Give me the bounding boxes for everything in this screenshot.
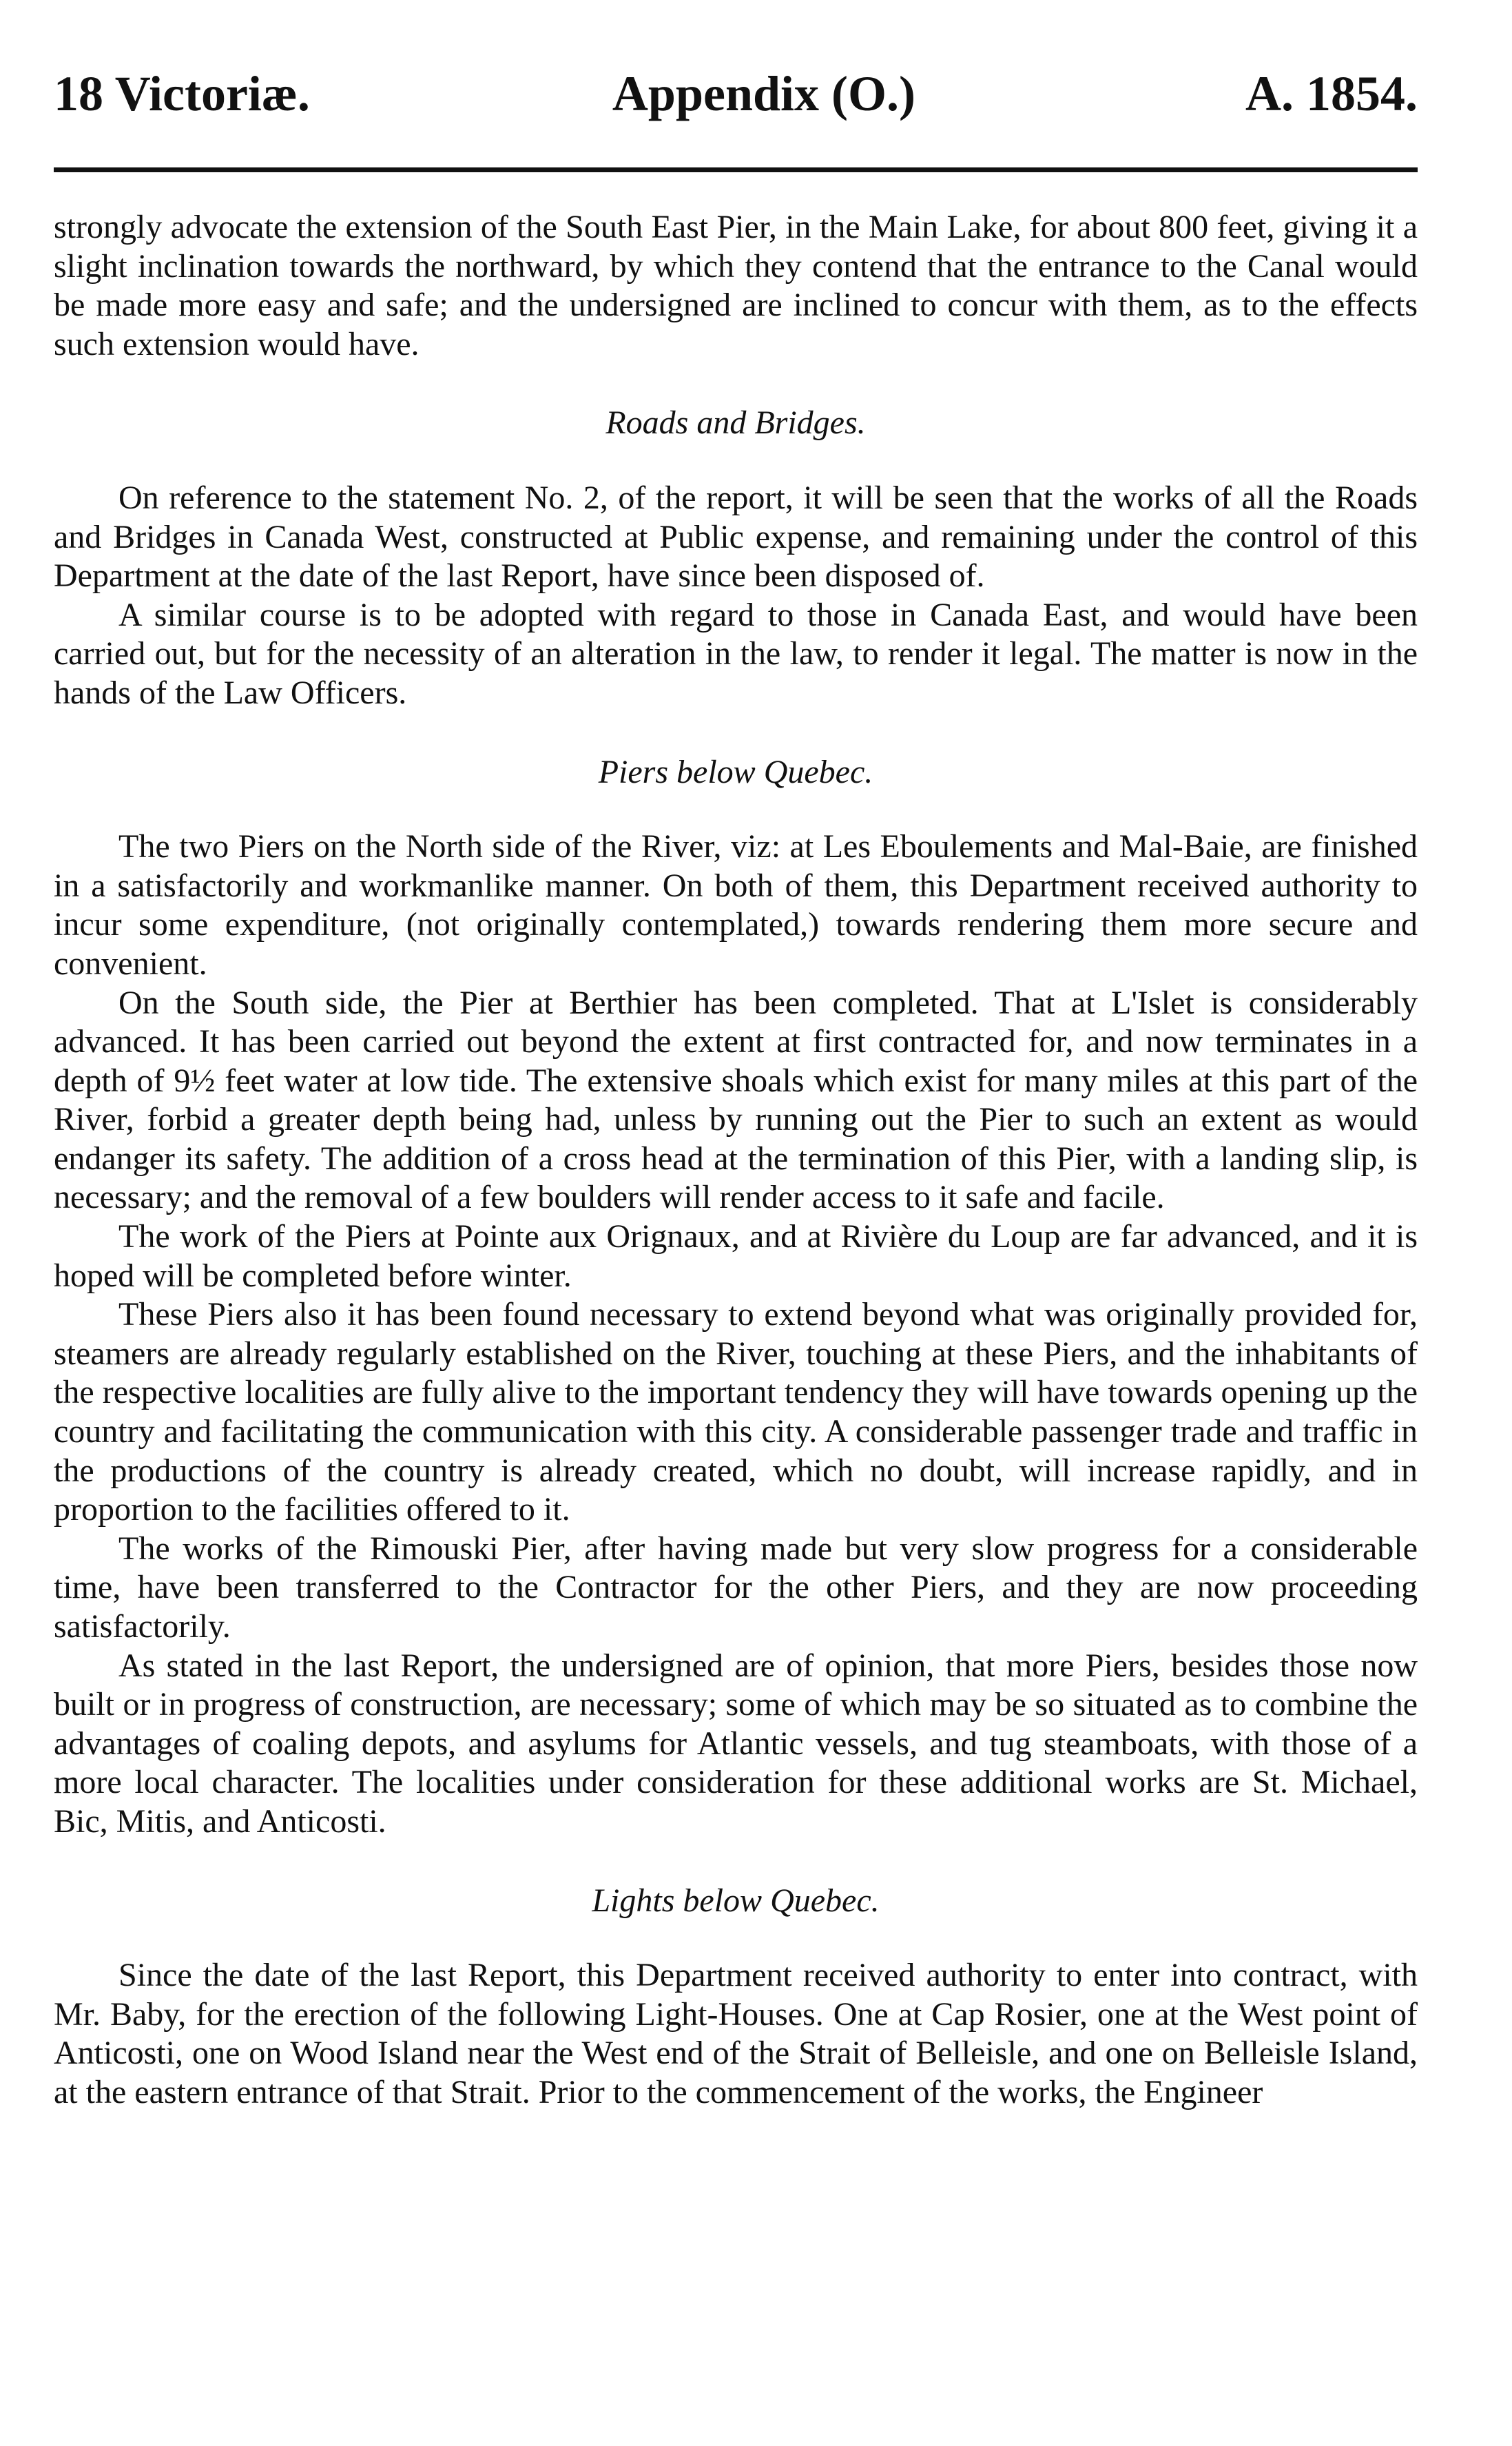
paragraph: A similar course is to be adopted with regard to those in Canada East, and would have been carried out, but for the necessity of an alteration in the law, to render it legal. The matter is now in the hands of the Law Officers. bbox=[54, 596, 1418, 711]
section-heading-roads-bridges: Roads and Bridges. bbox=[605, 404, 866, 442]
paragraph: The two Piers on the North side of the River, viz: at Les Eboulements and Mal-Baie, are finished in a satisfactorily and workmanlike manner. On both of them, this Department received authority to incur some expenditure, (not originally contemplated,) towards rendering them more secure and convenient. bbox=[54, 828, 1418, 982]
paragraph: The works of the Rimouski Pier, after having made but very slow progress for a considerable time, have been transferred to the Contractor for the other Piers, and they are now proceeding satisfactorily. bbox=[54, 1530, 1418, 1645]
section-heading-piers: Piers below Quebec. bbox=[598, 753, 873, 790]
section-heading-lights: Lights below Quebec. bbox=[592, 1882, 880, 1919]
paragraph: The work of the Piers at Pointe aux Orignaux, and at Rivière du Loup are far advanced, and it is hoped will be completed before winter. bbox=[54, 1218, 1418, 1294]
document-page bbox=[54, 65, 1418, 2113]
header-year: A. 1854. bbox=[1245, 66, 1418, 121]
header-rule bbox=[54, 167, 1418, 172]
document-body bbox=[54, 208, 1418, 2113]
header-session: 18 Victoriæ. bbox=[54, 66, 310, 121]
paragraph: On the South side, the Pier at Berthier has been completed. That at L'Islet is considerably advanced. It has been carried out beyond the extent at first contracted for, and now terminates in a depth of 9½ feet water at low tide. The extensive shoals which exist for many miles at this part of the River, forbid a greater depth being had, unless by running out the Pier to such an extent as would endanger its safety. The addition of a cross head at the termination of this Pier, with a landing slip, is necessary; and the removal of a few boulders will render access to it safe and facile. bbox=[54, 984, 1418, 1216]
paragraph: As stated in the last Report, the undersigned are of opinion, that more Piers, besides those now built or in progress of construction, are necessary; some of which may be so situated as to combine the advantages of coaling depots, and asylums for Atlantic vessels, and tug steamboats, with those of a more local character. The localities under consideration for these additional works are St. Michael, Bic, Mitis, and Anticosti. bbox=[54, 1647, 1418, 1840]
paragraph: strongly advocate the extension of the South East Pier, in the Main Lake, for about 800 feet, giving it a slight inclination towards the northward, by which they contend that the entrance to the Canal would be made more easy and safe; and the undersigned are inclined to concur with them, as to the effects such extension would have. bbox=[54, 209, 1418, 362]
header-appendix: Appendix (O.) bbox=[612, 66, 915, 121]
running-header bbox=[54, 65, 1418, 134]
paragraph: Since the date of the last Report, this Department received authority to enter into contract, with Mr. Baby, for the erection of the following Light-Houses. One at Cap Rosier, one at the West point of Anticosti, one on Wood Island near the West end of the Strait of Belleisle, and one on Belleisle Island, at the eastern entrance of that Strait. Prior to the commencement of the works, the Engineer bbox=[54, 1957, 1418, 2110]
paragraph: These Piers also it has been found necessary to extend beyond what was originally provided for, steamers are already regularly established on the River, touching at these Piers, and the inhabitants of the respective localities are fully alive to the important tendency they will have towards opening up the country and facilitating the communication with this city. A considerable passenger trade and traffic in the productions of the country is already created, which no doubt, will increase rapidly, and in proportion to the facilities offered to it. bbox=[54, 1296, 1418, 1528]
paragraph: On reference to the statement No. 2, of the report, it will be seen that the works of all the Roads and Bridges in Canada West, constructed at Public expense, and remaining under the control of this Department at the date of the last Report, have since been disposed of. bbox=[54, 479, 1418, 595]
